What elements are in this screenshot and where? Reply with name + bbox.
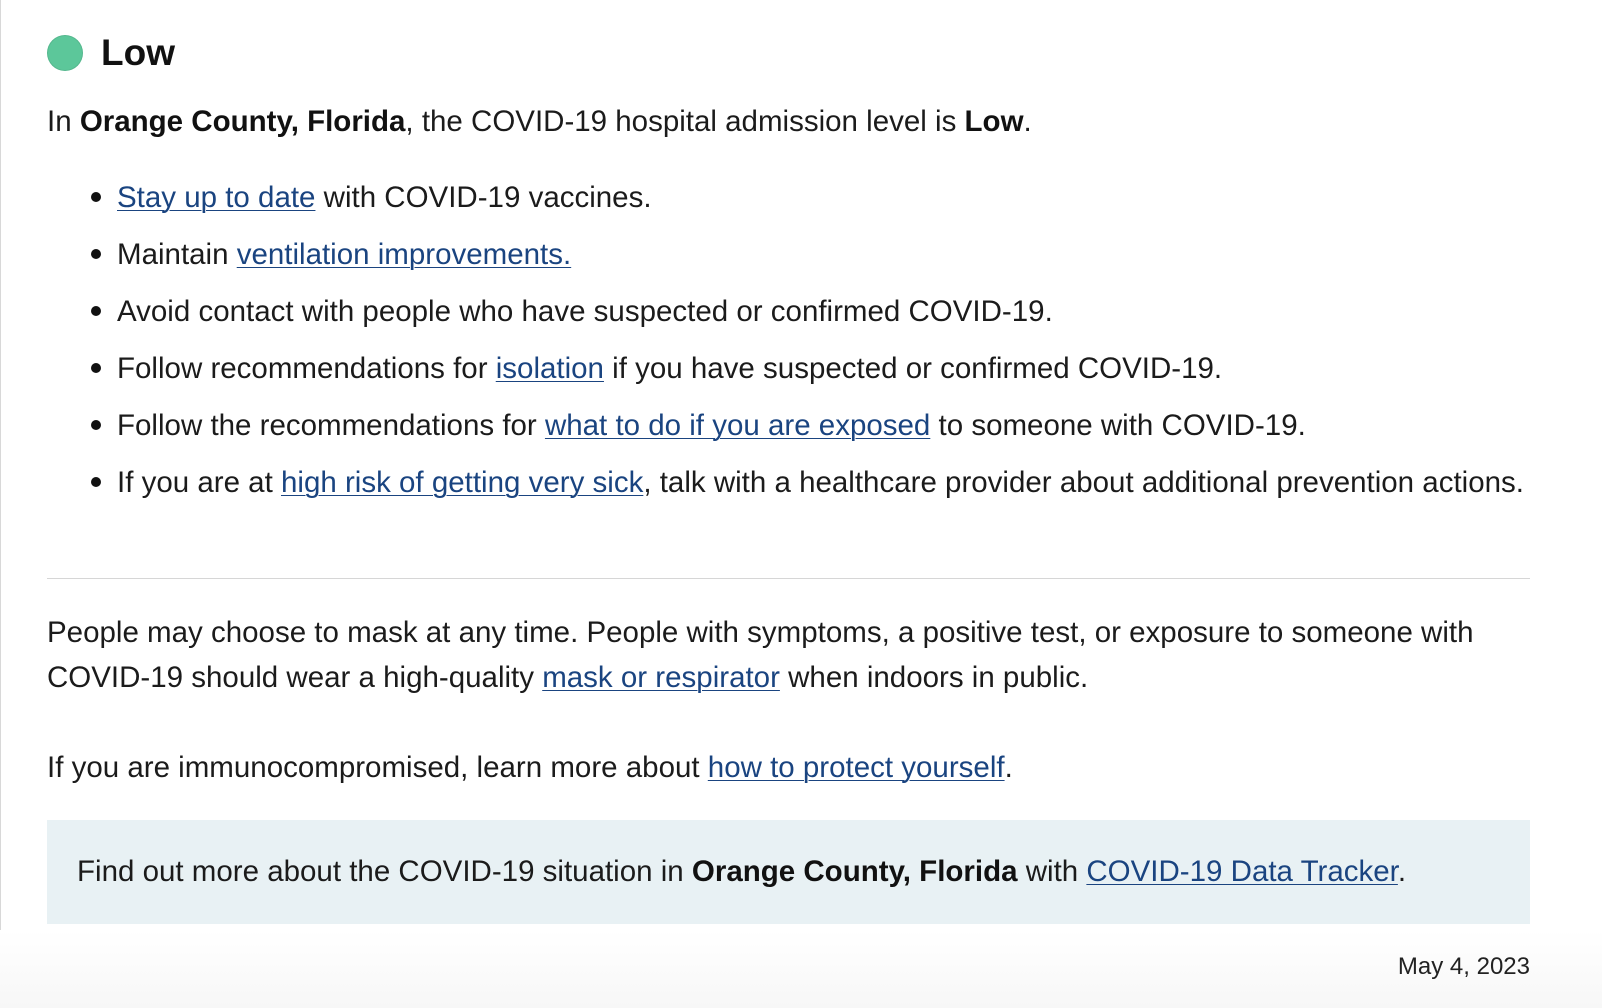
intro-suffix: . [1023, 105, 1032, 138]
stay-up-to-date-link[interactable]: Stay up to date [117, 181, 316, 214]
tracker-middle: with [1017, 855, 1087, 888]
protect-yourself-link[interactable]: how to protect yourself [707, 751, 1005, 784]
level-status-dot-icon [47, 35, 83, 71]
list-item-text: Follow the recommendations for [117, 409, 545, 442]
list-item [117, 232, 1530, 277]
updated-date: May 4, 2023 [1397, 953, 1530, 980]
level-summary [47, 100, 1530, 144]
exposure-guidance-link[interactable]: what to do if you are exposed [544, 409, 931, 442]
list-item [117, 460, 1530, 505]
list-item-text: with COVID-19 vaccines. [315, 181, 652, 214]
list-item-text: , talk with a healthcare provider about additional prevention actions. [643, 466, 1524, 499]
recommendations-list [47, 175, 1530, 517]
mask-guidance-text: when indoors in public. [779, 661, 1089, 694]
intro-middle: , the COVID-19 hospital admission level is [405, 105, 965, 138]
mask-or-respirator-link[interactable]: mask or respirator [542, 661, 780, 694]
tracker-prefix: Find out more about the COVID-19 situation in [77, 855, 692, 888]
level-value: Low [964, 105, 1024, 138]
tracker-suffix: . [1397, 855, 1407, 888]
mask-guidance-text: People may choose to mask at any time. People with symptoms, a positive test, or exposure to someone with COVID-19 should wear a high-quality [47, 616, 1474, 694]
level-header [47, 33, 175, 73]
county-name: Orange County, Florida [79, 105, 406, 138]
list-item [117, 175, 1530, 220]
intro-prefix: In [47, 105, 80, 138]
tracker-text [77, 855, 1406, 889]
data-tracker-callout [47, 820, 1530, 924]
list-item [117, 403, 1530, 448]
immuno-text: . [1004, 751, 1013, 784]
list-item-text: Avoid contact with people who have suspected or confirmed COVID-19. [117, 295, 1053, 328]
list-item-text: Follow recommendations for [117, 352, 496, 385]
footer-bar [0, 930, 1602, 1008]
ventilation-improvements-link[interactable]: ventilation improvements. [236, 238, 572, 271]
page-left-border [0, 0, 1, 1008]
immuno-text: If you are immunocompromised, learn more about [47, 751, 708, 784]
list-item-text: if you have suspected or confirmed COVID-19. [603, 352, 1223, 385]
immunocompromised-guidance [47, 745, 1530, 790]
covid-data-tracker-link[interactable]: COVID-19 Data Tracker [1086, 855, 1398, 888]
level-title: Low [101, 32, 175, 73]
isolation-link[interactable]: isolation [495, 352, 604, 385]
list-item-text: If you are at [117, 466, 281, 499]
high-risk-link[interactable]: high risk of getting very sick [280, 466, 644, 499]
mask-guidance [47, 610, 1530, 700]
list-item [117, 289, 1530, 334]
list-item-text: Maintain [117, 238, 237, 271]
list-item-text: to someone with COVID-19. [930, 409, 1306, 442]
tracker-county-name: Orange County, Florida [691, 855, 1018, 888]
section-divider [47, 578, 1530, 579]
list-item [117, 346, 1530, 391]
